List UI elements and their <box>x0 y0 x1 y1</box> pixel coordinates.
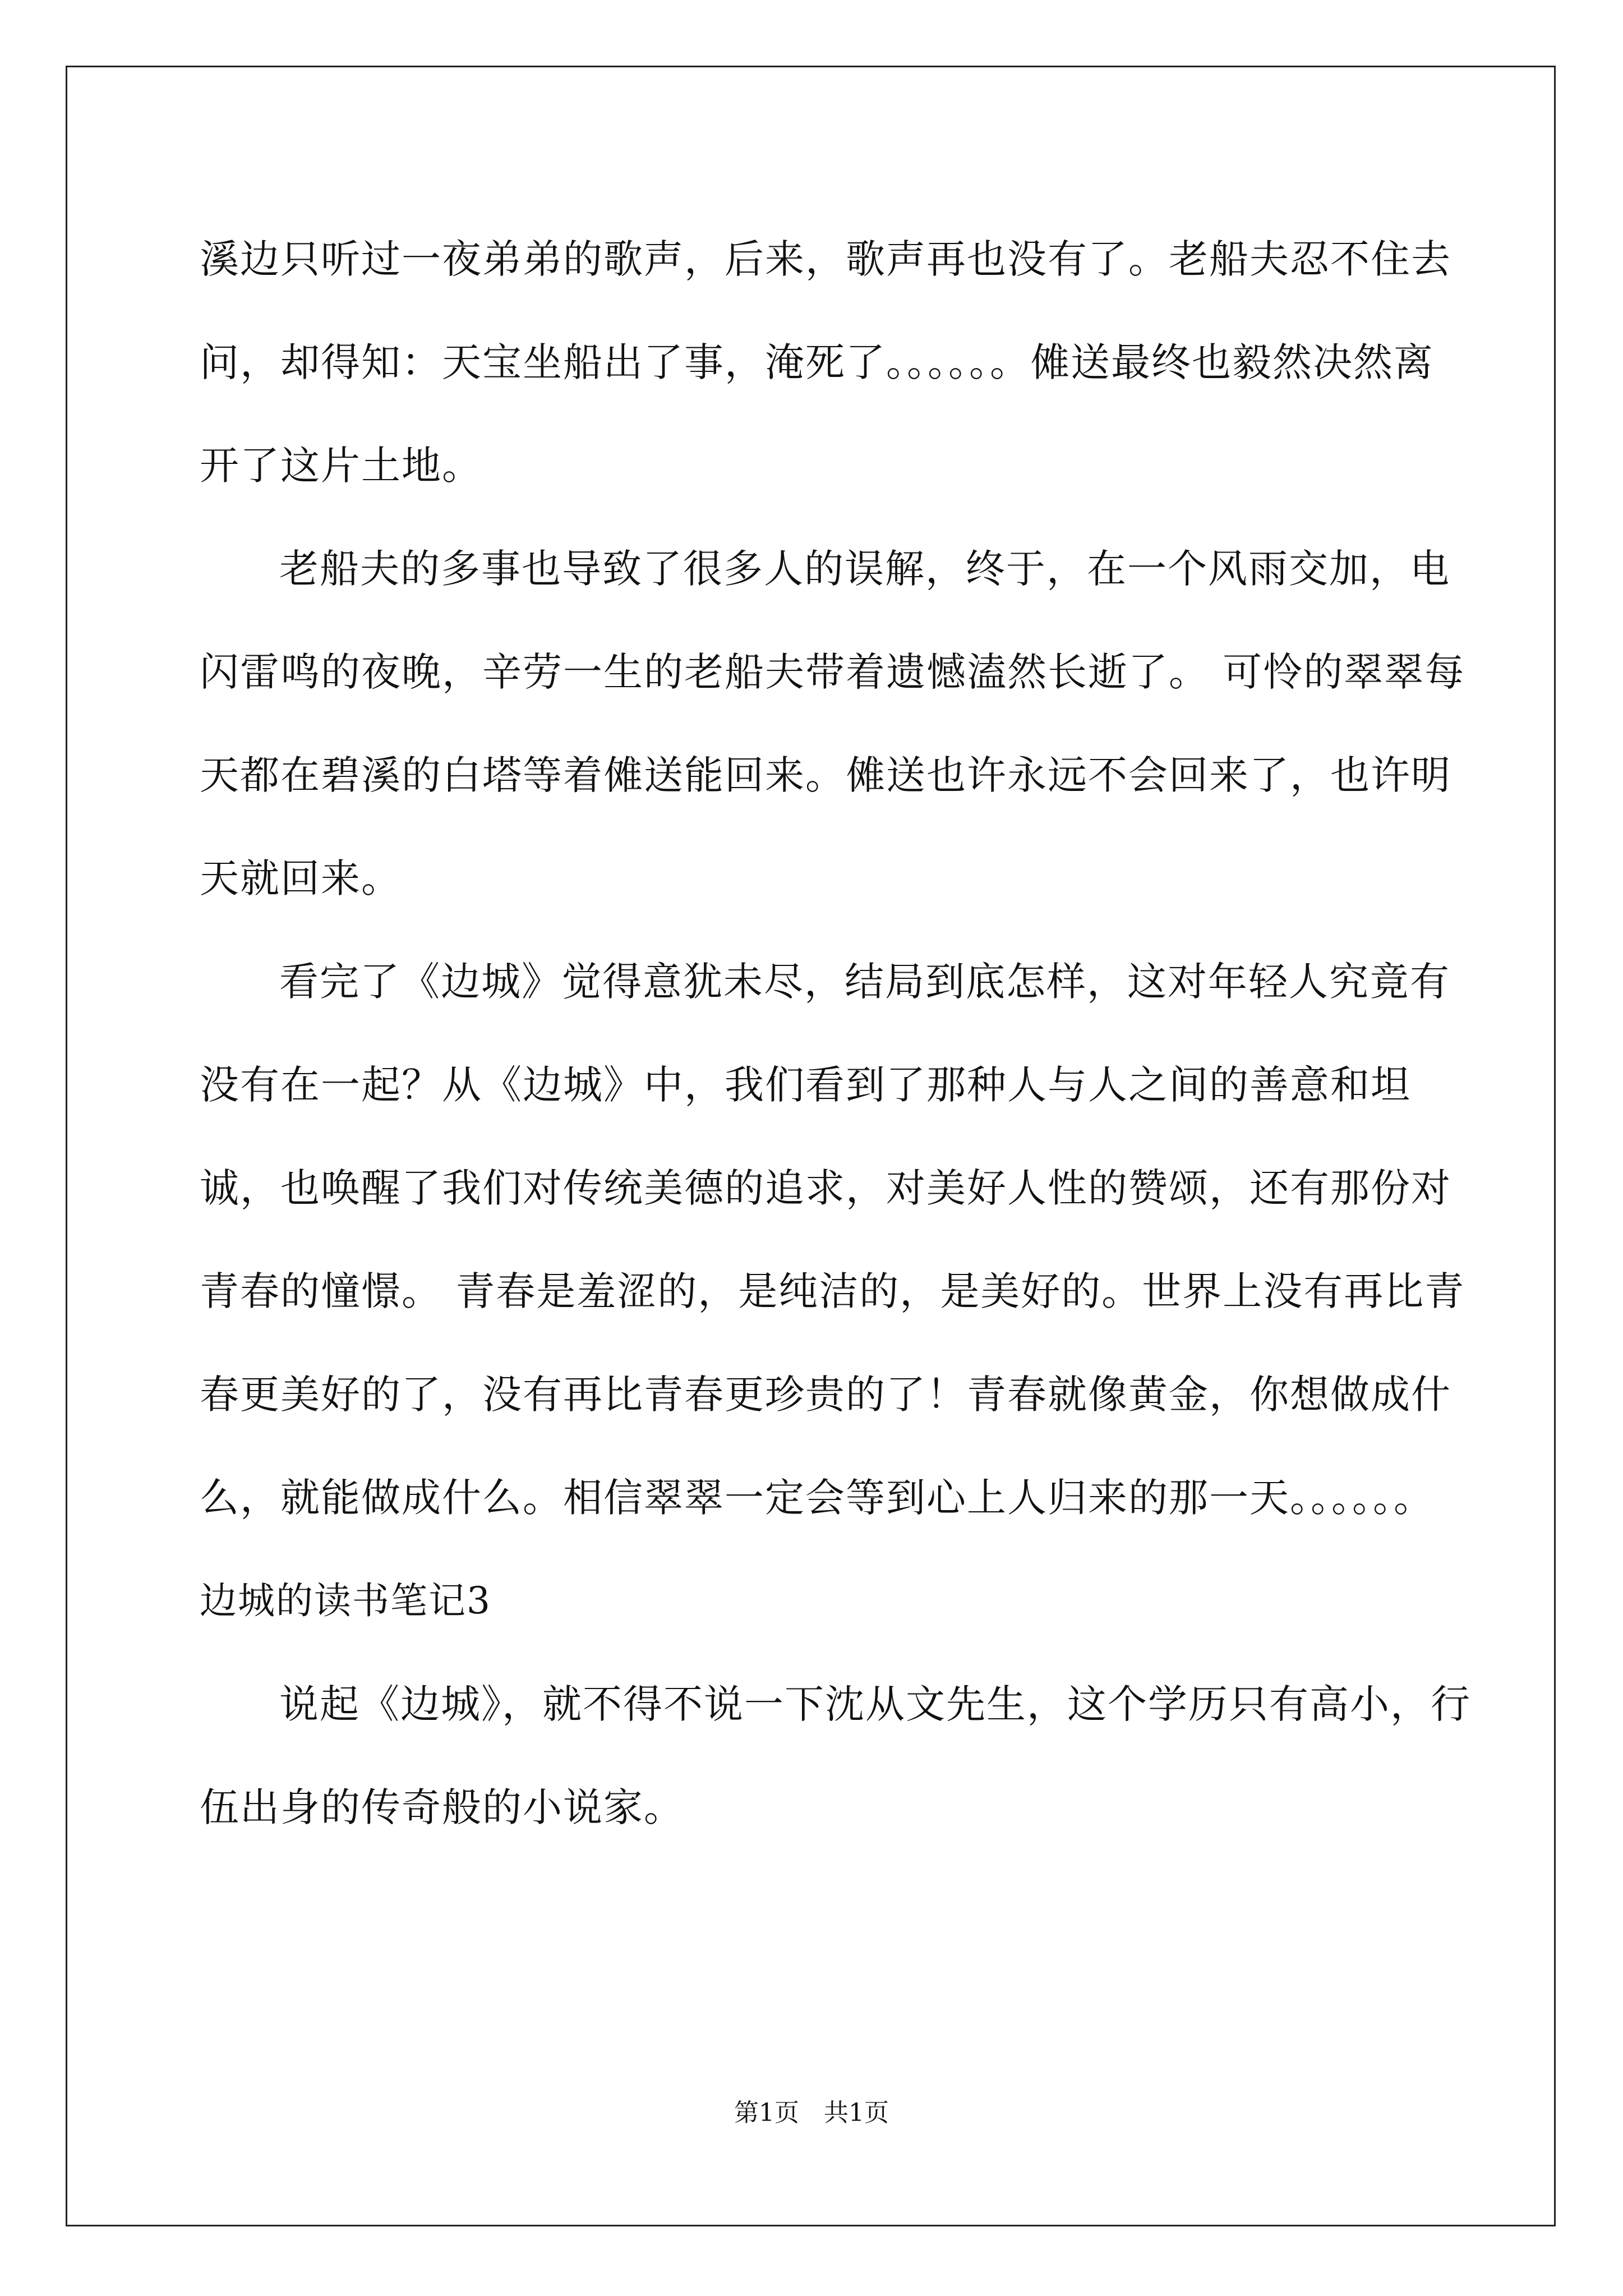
paragraph-4: 说起《边城》，就不得不说一下沈从文先生，这个学历只有高小，行伍出身的传奇般的小说家。 <box>200 1681 1471 1830</box>
page-footer: 第1页 共1页 <box>734 2099 889 2127</box>
document-body <box>200 208 1473 1859</box>
section-heading: 边城的读书笔记3 <box>200 1579 491 1622</box>
paragraph-2: 老船夫的多事也导致了很多人的误解，终于，在一个风雨交加，电闪雷鸣的夜晚，辛劳一生的老船夫带着遗憾溘然长逝了。 可怜的翠翠每天都在碧溪的白塔等着傩送能回来。傩送也许永远不会回来了，也许明天就回来。 <box>200 546 1465 901</box>
paragraph-3: 看完了《边城》觉得意犹未尽，结局到底怎样，这对年轻人究竟有没有在一起？从《边城》中，我们看到了那种人与人之间的善意和坦诚，也唤醒了我们对传统美德的追求，对美好人性的赞颂，还有那份对青春的憧憬。 青春是羞涩的，是纯洁的，是美好的。世界上没有再比青春更美好的了，没有再比青春更珍贵的了！青春就像黄金，你想做成什么，就能做成什么。相信翠翠一定会等到心上人归来的那一天。。。。。。 <box>200 959 1465 1521</box>
paragraph-1: 溪边只听过一夜弟弟的歌声，后来，歌声再也没有了。老船夫忍不住去问，却得知：天宝坐船出了事，淹死了。。。。。。傩送最终也毅然决然离开了这片土地。 <box>200 236 1451 489</box>
